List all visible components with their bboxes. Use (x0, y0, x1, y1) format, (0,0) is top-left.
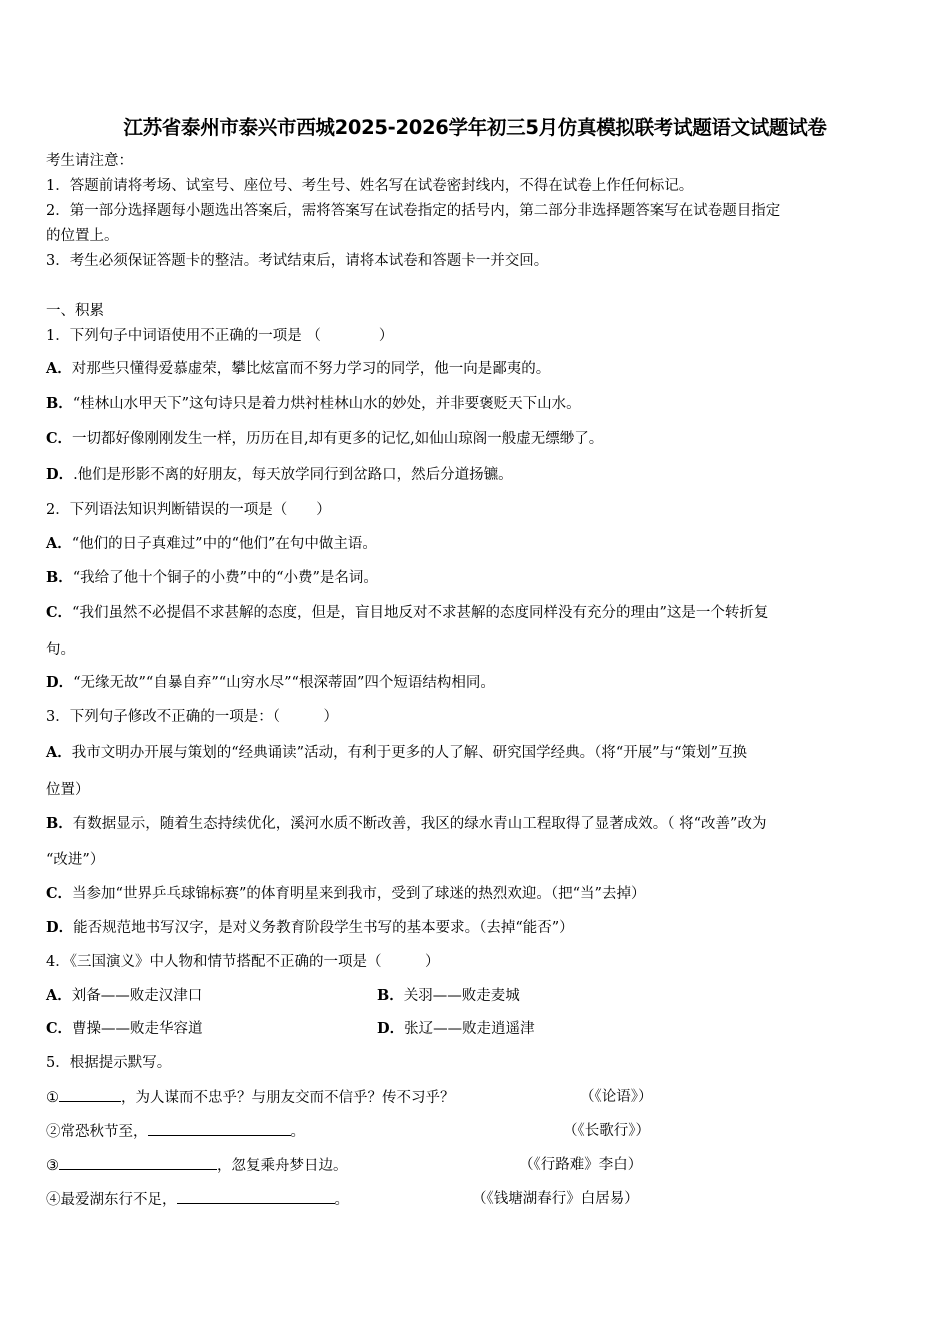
item-text: 最爱湖东行不足， (60, 1192, 177, 1208)
q1-option-d (46, 465, 513, 485)
option-label: D． (46, 919, 74, 936)
option-text: 张辽——败走逍遥津 (404, 1021, 535, 1037)
item-number: ④ (46, 1192, 61, 1208)
option-label: A． (46, 535, 72, 552)
notice-item-1: 1．答题前请将考场、试室号、座位号、考生号、姓名写在试卷密封线内，不得在试卷上作任何标记。 (46, 178, 694, 194)
q1-option-c (46, 429, 603, 449)
item-text: 。 (290, 1124, 305, 1140)
item-text: ，为人谋而不忠乎？与朋友交而不信乎？传不习乎？ (121, 1090, 455, 1106)
q5-item-3 (46, 1155, 348, 1176)
notice-item-2-cont: 的位置上。 (46, 228, 119, 244)
item-number: ② (46, 1124, 61, 1140)
answer-blank[interactable] (177, 1189, 335, 1204)
option-label: A． (46, 360, 72, 377)
option-text: 当参加“世界乒乓球锦标赛”的体育明星来到我市，受到了球迷的热烈欢迎。（把“当”去掉） (72, 886, 646, 902)
answer-blank[interactable] (148, 1121, 291, 1136)
option-text: 刘备——败走汉津口 (71, 988, 203, 1004)
item-text: ，忽复乘舟梦日边。 (217, 1158, 348, 1174)
q2-option-c-cont: 句。 (46, 642, 75, 658)
q2-stem: 2．下列语法知识判断错误的一项是（ ） (46, 502, 331, 518)
q5-item-1-source: （《论语》） (580, 1089, 653, 1105)
q3-option-b-cont: “改进”） (46, 852, 105, 868)
option-label: A． (46, 987, 72, 1004)
q1-option-a (46, 359, 550, 379)
item-number: ① (46, 1090, 59, 1106)
option-text: 关羽——败走麦城 (403, 988, 520, 1004)
option-text: “我们虽然不必提倡不求甚解的态度，但是，盲目地反对不求甚解的态度同样没有充分的理由”这是一个转折复 (72, 605, 769, 621)
q3-option-a-cont: 位置） (46, 782, 90, 798)
q2-option-c (46, 603, 768, 623)
option-label: C． (46, 1020, 73, 1037)
q5-item-4-source: （《钱塘湖春行》白居易） (472, 1191, 639, 1207)
option-text: “他们的日子真难过”中的“他们”在句中做主语。 (71, 536, 377, 552)
option-text: “桂林山水甲天下”这句诗只是着力烘衬桂林山水的妙处，并非要褒贬天下山水。 (72, 396, 581, 412)
section-heading: 一、积累 (46, 303, 104, 319)
exam-title: 江苏省泰州市泰兴市西城2025-2026学年初三5月仿真模拟联考试题语文试题试卷 (123, 116, 827, 139)
q3-option-a (46, 743, 747, 763)
q4-option-b (377, 986, 520, 1006)
option-text: 对那些只懂得爱慕虚荣，攀比炫富而不努力学习的同学，他一向是鄙夷的。 (71, 361, 551, 377)
answer-blank[interactable] (59, 1155, 217, 1170)
item-text: 。 (334, 1192, 349, 1208)
option-text: 一切都好像刚刚发生一样，历历在目,却有更多的记忆,如仙山琼阁一般虚无缥缈了。 (72, 431, 604, 447)
answer-blank[interactable] (59, 1087, 121, 1102)
notice-heading: 考生请注意： (46, 153, 133, 169)
option-text: 能否规范地书写汉字，是对义务教育阶段学生书写的基本要求。（去掉“能否”） (73, 920, 574, 936)
q5-stem: 5．根据提示默写。 (46, 1055, 172, 1071)
option-label: C． (46, 604, 73, 621)
q5-item-4 (46, 1189, 349, 1210)
q3-option-c (46, 884, 645, 904)
q5-item-3-source: （《行路难》李白） (519, 1157, 643, 1173)
q4-option-a (46, 986, 202, 1006)
q1-option-b (46, 394, 581, 414)
option-label: B． (46, 569, 73, 586)
option-text: 我市文明办开展与策划的“经典诵读”活动，有利于更多的人了解、研究国学经典。（将“开展”与“策划”互换 (71, 745, 747, 761)
q1-stem: 1．下列句子中词语使用不正确的一项是 （ ） (46, 328, 394, 344)
item-text: 常恐秋节至， (60, 1124, 148, 1140)
option-text: “无缘无故”“自暴自弃”“山穷水尽”“根深蒂固”四个短语结构相同。 (73, 675, 495, 691)
q3-option-d (46, 918, 574, 938)
q2-option-d (46, 673, 495, 693)
option-text: .他们是形影不离的好朋友，每天放学同行到岔路口，然后分道扬镳。 (73, 467, 513, 483)
option-label: D． (377, 1020, 405, 1037)
option-label: B． (46, 395, 73, 412)
option-label: D． (46, 466, 74, 483)
option-label: C． (46, 885, 73, 902)
option-label: B． (377, 987, 404, 1004)
q5-item-2-source: （《长歌行》） (563, 1123, 650, 1139)
q4-stem: 4．《三国演义》中人物和情节搭配不正确的一项是（ ） (46, 954, 440, 970)
option-label: C． (46, 430, 73, 447)
option-label: B． (46, 815, 73, 832)
q5-item-2 (46, 1121, 305, 1142)
option-label: D． (46, 674, 74, 691)
q4-option-c (46, 1019, 203, 1039)
notice-item-2: 2．第一部分选择题每小题选出答案后，需将答案写在试卷指定的括号内，第二部分非选择题答案写在试卷题目指定 (46, 203, 781, 219)
q2-option-b (46, 568, 378, 588)
option-text: 曹操——败走华容道 (72, 1021, 203, 1037)
q5-item-1 (46, 1087, 455, 1108)
option-label: A． (46, 744, 72, 761)
notice-item-3: 3．考生必须保证答题卡的整洁。考试结束后，请将本试卷和答题卡一并交回。 (46, 253, 549, 269)
option-text: “我给了他十个铜子的小费”中的“小费”是名词。 (72, 570, 378, 586)
q2-option-a (46, 534, 377, 554)
q3-stem: 3．下列句子修改不正确的一项是：（ ） (46, 709, 338, 725)
option-text: 有数据显示，随着生态持续优化，溪河水质不断改善，我区的绿水青山工程取得了显著成效。（ 将“改善”改为 (72, 816, 767, 832)
q3-option-b (46, 814, 766, 834)
item-number: ③ (46, 1158, 59, 1174)
q4-option-d (377, 1019, 535, 1039)
